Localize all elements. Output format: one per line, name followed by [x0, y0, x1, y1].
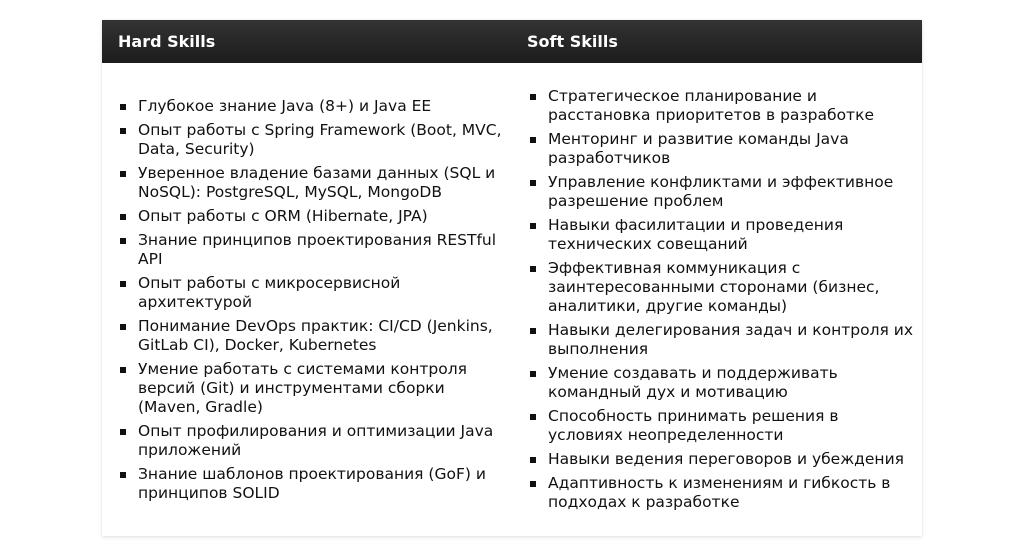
list-item: Менторинг и развитие команды Java разработчиков — [530, 130, 916, 168]
list-item: Глубокое знание Java (8+) и Java EE — [120, 97, 506, 116]
list-item: Знание шаблонов проектирования (GoF) и принципов SOLID — [120, 465, 506, 503]
table-header — [102, 20, 922, 63]
list-item: Уверенное владение базами данных (SQL и NoSQL): PostgreSQL, MySQL, MongoDB — [120, 164, 506, 202]
list-item: Опыт профилирования и оптимизации Java приложений — [120, 422, 506, 460]
skills-table — [102, 20, 922, 536]
list-item: Навыки ведения переговоров и убеждения — [530, 450, 916, 469]
soft-skills-list — [530, 87, 916, 512]
list-item: Навыки делегирования задач и контроля их выполнения — [530, 321, 916, 359]
list-item: Опыт работы с микросервисной архитектурой — [120, 274, 506, 312]
hard-skills-cell — [102, 63, 512, 536]
list-item: Стратегическое планирование и расстановка приоритетов в разработке — [530, 87, 916, 125]
list-item: Знание принципов проектирования RESTful API — [120, 231, 506, 269]
list-item: Опыт работы с Spring Framework (Boot, MVC, Data, Security) — [120, 121, 506, 159]
list-item: Понимание DevOps практик: CI/CD (Jenkins, GitLab CI), Docker, Kubernetes — [120, 317, 506, 355]
list-item: Эффективная коммуникация с заинтересованными сторонами (бизнес, аналитики, другие команды) — [530, 259, 916, 316]
list-item: Опыт работы с ORM (Hibernate, JPA) — [120, 207, 506, 226]
hard-skills-list — [120, 97, 506, 503]
soft-skills-cell — [512, 63, 922, 536]
soft-skills-header: Soft Skills — [527, 32, 618, 51]
list-item: Умение создавать и поддерживать командный дух и мотивацию — [530, 364, 916, 402]
list-item: Способность принимать решения в условиях неопределенности — [530, 407, 916, 445]
list-item: Навыки фасилитации и проведения технических совещаний — [530, 216, 916, 254]
table-body — [102, 63, 922, 536]
list-item: Адаптивность к изменениям и гибкость в подходах к разработке — [530, 474, 916, 512]
list-item: Умение работать с системами контроля версий (Git) и инструментами сборки (Maven, Gradle) — [120, 360, 506, 417]
hard-skills-header: Hard Skills — [118, 32, 216, 51]
list-item: Управление конфликтами и эффективное разрешение проблем — [530, 173, 916, 211]
